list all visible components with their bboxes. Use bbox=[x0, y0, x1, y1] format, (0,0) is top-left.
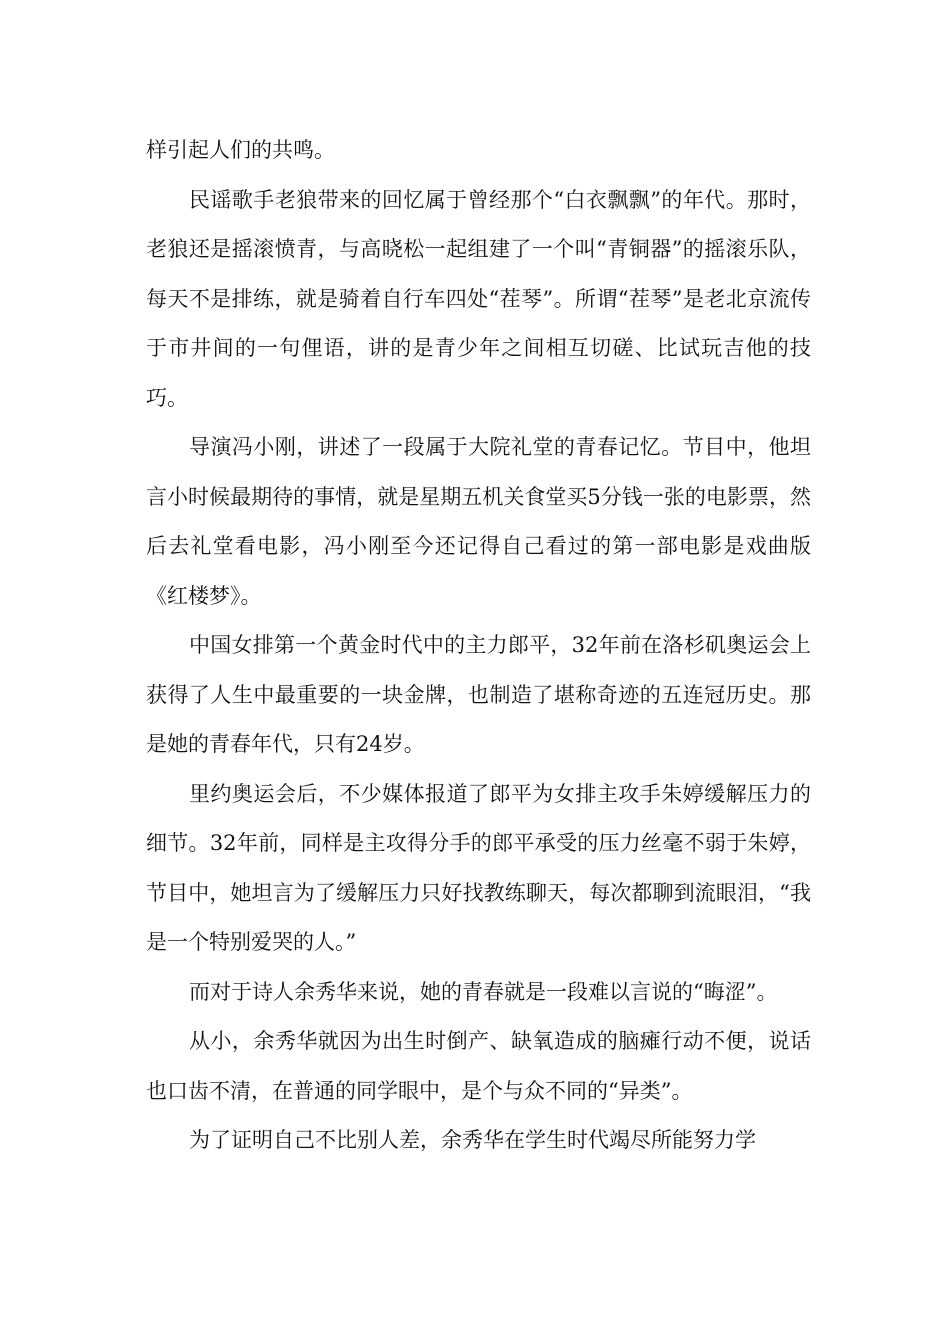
paragraph-3: 导演冯小刚，讲述了一段属于大院礼堂的青春记忆。节目中，他坦言小时候最期待的事情，就是星期五机关食堂买5分钱一张的电影票，然后去礼堂看电影，冯小刚至今还记得自己看过的第一部电影是戏曲版《红楼梦》。 bbox=[146, 435, 811, 608]
paragraph-6: 而对于诗人余秀华来说，她的青春就是一段难以言说的“晦涩”。 bbox=[189, 979, 778, 1004]
document-page bbox=[146, 126, 811, 1166]
paragraph-2: 民谣歌手老狼带来的回忆属于曾经那个“白衣飘飘”的年代。那时，老狼还是摇滚愤青，与高晓松一起组建了一个叫“青铜器”的摇滚乐队，每天不是排练，就是骑着自行车四处“茬琴”。所谓“茬琴”是老北京流传于市井间的一句俚语，讲的是青少年之间相互切磋、比试玩吉他的技巧。 bbox=[146, 187, 811, 410]
paragraph-7: 从小，余秀华就因为出生时倒产、缺氧造成的脑瘫行动不便，说话也口齿不清，在普通的同学眼中，是个与众不同的“异类”。 bbox=[146, 1029, 811, 1103]
paragraph-4: 中国女排第一个黄金时代中的主力郎平，32年前在洛杉矶奥运会上获得了人生中最重要的一块金牌，也制造了堪称奇迹的五连冠历史。那是她的青春年代，只有24岁。 bbox=[146, 633, 811, 756]
paragraph-8: 为了证明自己不比别人差，余秀华在学生时代竭尽所能努力学 bbox=[189, 1128, 756, 1152]
paragraph-5: 里约奥运会后，不少媒体报道了郎平为女排主攻手朱婷缓解压力的细节。32年前，同样是主攻得分手的郎平承受的压力丝毫不弱于朱婷，节目中，她坦言为了缓解压力只好找教练聊天，每次都聊到流眼泪，“我是一个特别爱哭的人。” bbox=[146, 781, 811, 954]
paragraph-1: 样引起人们的共鸣。 bbox=[146, 138, 335, 162]
